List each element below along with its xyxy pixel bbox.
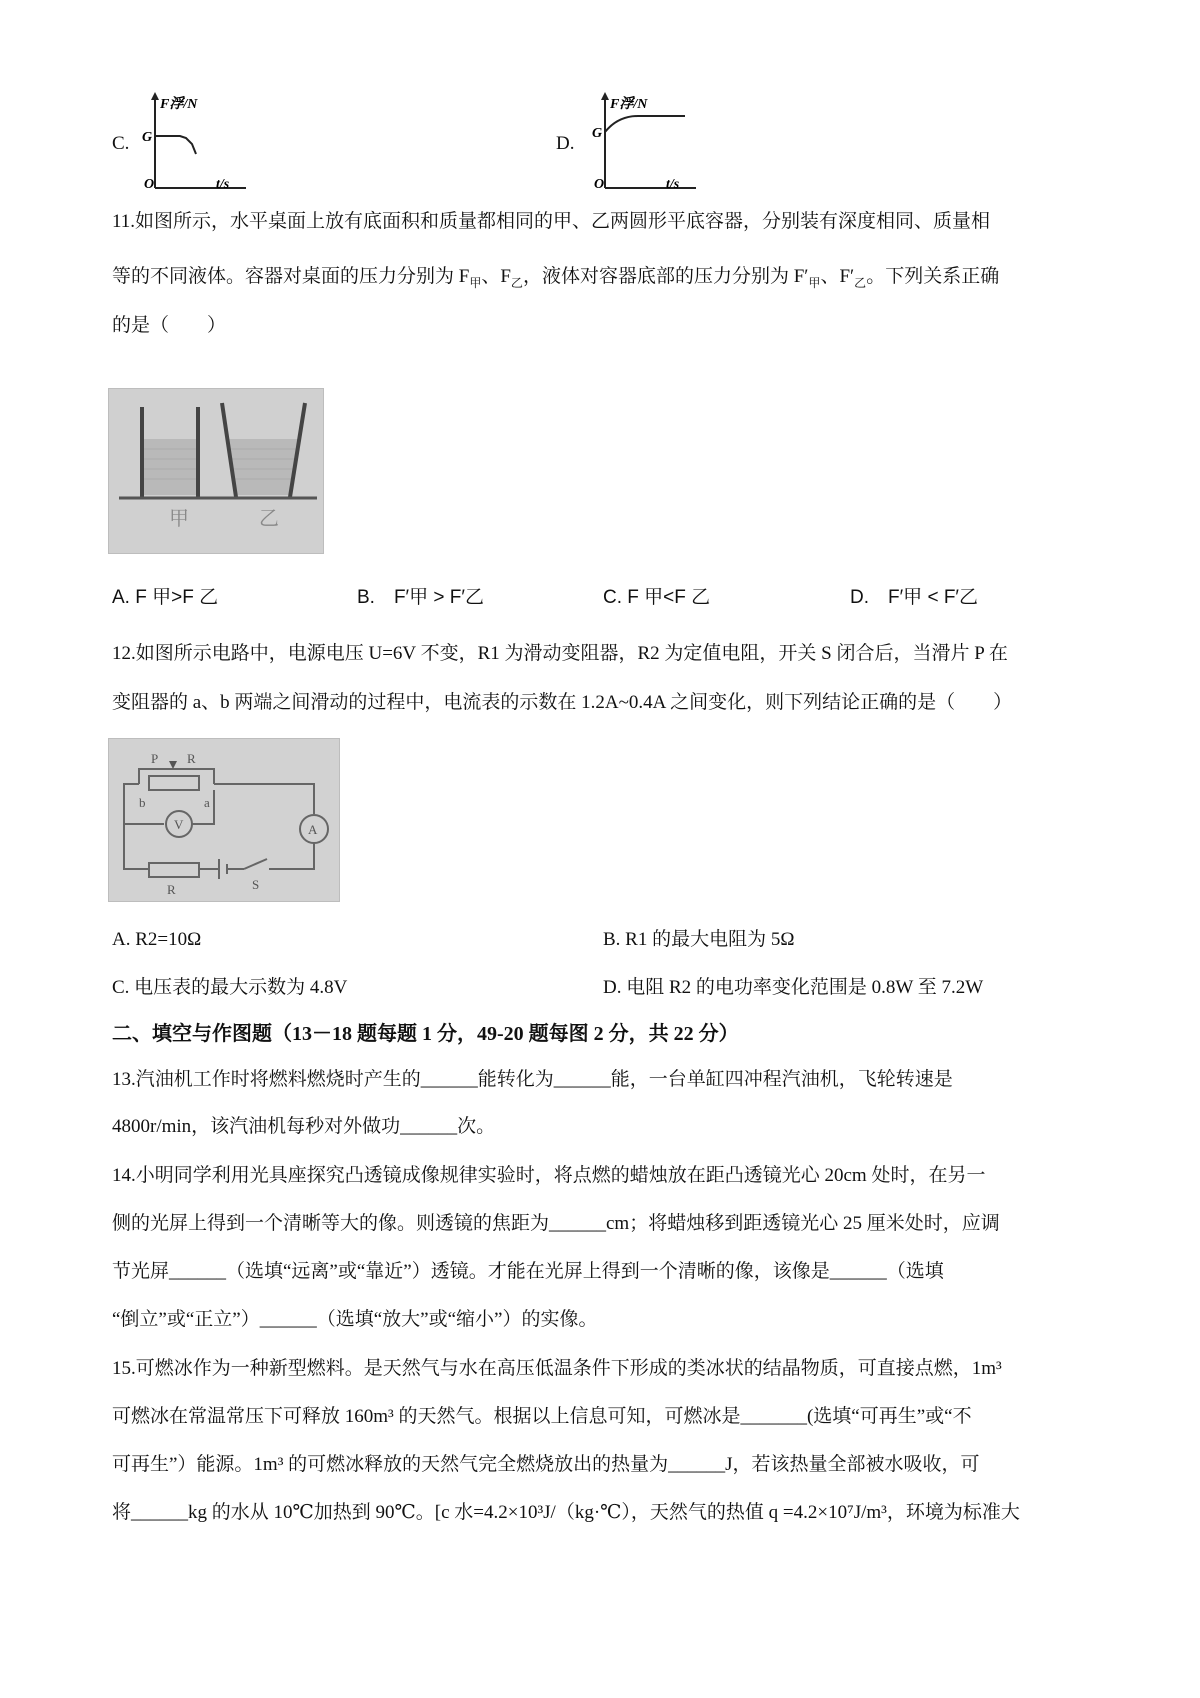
q11-line-3: 的是（ ） <box>112 315 227 336</box>
option-d-label: D. <box>556 133 575 154</box>
graph-d-y-label: F浮/N <box>610 97 648 112</box>
q11-option-a: A. F 甲>F 乙 <box>112 587 219 608</box>
q14-line-2: 侧的光屏上得到一个清晰等大的像。则透镜的焦距为______cm；将蜡烛移到距透镜光心 25 厘米处时，应调 <box>112 1213 1000 1234</box>
graph-c-x-label: t/s <box>216 177 230 192</box>
q12-option-a: A. R2=10Ω <box>112 929 202 950</box>
q13-line-1: 13.汽油机工作时将燃料燃烧时产生的______能转化为______能，一台单缸四冲程汽油机，飞轮转速是 <box>112 1069 953 1090</box>
graph-c-y-label: F浮/N <box>160 97 198 112</box>
graph-d-origin: O <box>594 177 605 192</box>
option-c-label: C. <box>112 133 130 154</box>
q15-line-3: 可再生”）能源。1m³ 的可燃冰释放的天然气完全燃烧放出的热量为______J，若该热量全部被水吸收，可 <box>112 1454 980 1475</box>
graph-d-x-label: t/s <box>666 177 680 192</box>
graph-c-origin: O <box>144 177 155 192</box>
q15-line-2: 可燃冰在常温常压下可释放 160m³ 的天然气。根据以上信息可知，可燃冰是_______(选填“可再生”或“不 <box>112 1406 972 1427</box>
q12-line-1: 12.如图所示电路中，电源电压 U=6V 不变，R1 为滑动变阻器，R2 为定值电阻，开关 S 闭合后，当滑片 P 在 <box>112 643 1008 664</box>
graph-d-g-label: G <box>592 126 603 141</box>
circuit-label-s: S <box>252 877 260 892</box>
graph-d <box>590 88 700 196</box>
q12-option-c: C. 电压表的最大示数为 4.8V <box>112 977 348 998</box>
q12-option-d: D. 电阻 R2 的电功率变化范围是 0.8W 至 7.2W <box>603 977 984 998</box>
q11-option-d: D. F′甲 < F′乙 <box>850 587 978 608</box>
q14-line-3: 节光屏______（选填“远离”或“靠近”）透镜。才能在光屏上得到一个清晰的像，该像是______（选填 <box>112 1261 944 1282</box>
graph-c-g-label: G <box>142 130 153 145</box>
circuit-label-a: a <box>204 795 210 810</box>
circuit-label-b: b <box>139 795 146 810</box>
circuit-label-p: P <box>151 751 159 766</box>
q14-line-4: “倒立”或“正立”）______（选填“放大”或“缩小”）的实像。 <box>112 1309 598 1330</box>
q11-option-b: B. F′甲 > F′乙 <box>357 587 484 608</box>
q11-option-c: C. F 甲<F 乙 <box>603 587 711 608</box>
circuit-label-r1: R <box>187 751 196 766</box>
q12-option-b: B. R1 的最大电阻为 5Ω <box>603 929 795 950</box>
q12-line-2: 变阻器的 a、b 两端之间滑动的过程中，电流表的示数在 1.2A~0.4A 之间变化，则下列结论正确的是（ ） <box>112 692 1013 713</box>
circuit-photo <box>108 738 340 902</box>
circuit-label-v: V <box>174 817 184 832</box>
circuit-label-r2: R <box>167 882 176 897</box>
q15-line-1: 15.可燃冰作为一种新型燃料。是天然气与水在高压低温条件下形成的类冰状的结晶物质，可直接点燃，1m³ <box>112 1358 1002 1379</box>
section-heading: 二、填空与作图题（13－18 题每题 1 分，49-20 题每图 2 分，共 22 分） <box>112 1023 739 1045</box>
circuit-label-ammeter: A <box>308 822 318 837</box>
container-label-jia: 甲 <box>169 508 189 530</box>
containers-photo <box>108 388 324 554</box>
q11-line-2: 等的不同液体。容器对桌面的压力分别为 $F_甲$、$F_乙$，液体对容器底部的压力分别为 $F'_甲$、$F'_乙$。下列关系正确 <box>112 266 1000 290</box>
q14-line-1: 14.小明同学利用光具座探究凸透镜成像规律实验时，将点燃的蜡烛放在距凸透镜光心 20cm 处时，在另一 <box>112 1165 986 1186</box>
graph-c <box>140 88 250 196</box>
q13-line-2: 4800r/min，该汽油机每秒对外做功______次。 <box>112 1116 496 1137</box>
q15-line-4: 将______kg 的水从 10℃加热到 90℃。[c 水=4.2×10³J/（kg·℃），天然气的热值 q =4.2×10⁷J/m³，环境为标准大 <box>112 1502 1020 1523</box>
q11-line-1: 11.如图所示，水平桌面上放有底面积和质量都相同的甲、乙两圆形平底容器，分别装有深度相同、质量相 <box>112 211 991 232</box>
container-label-yi: 乙 <box>259 508 279 530</box>
